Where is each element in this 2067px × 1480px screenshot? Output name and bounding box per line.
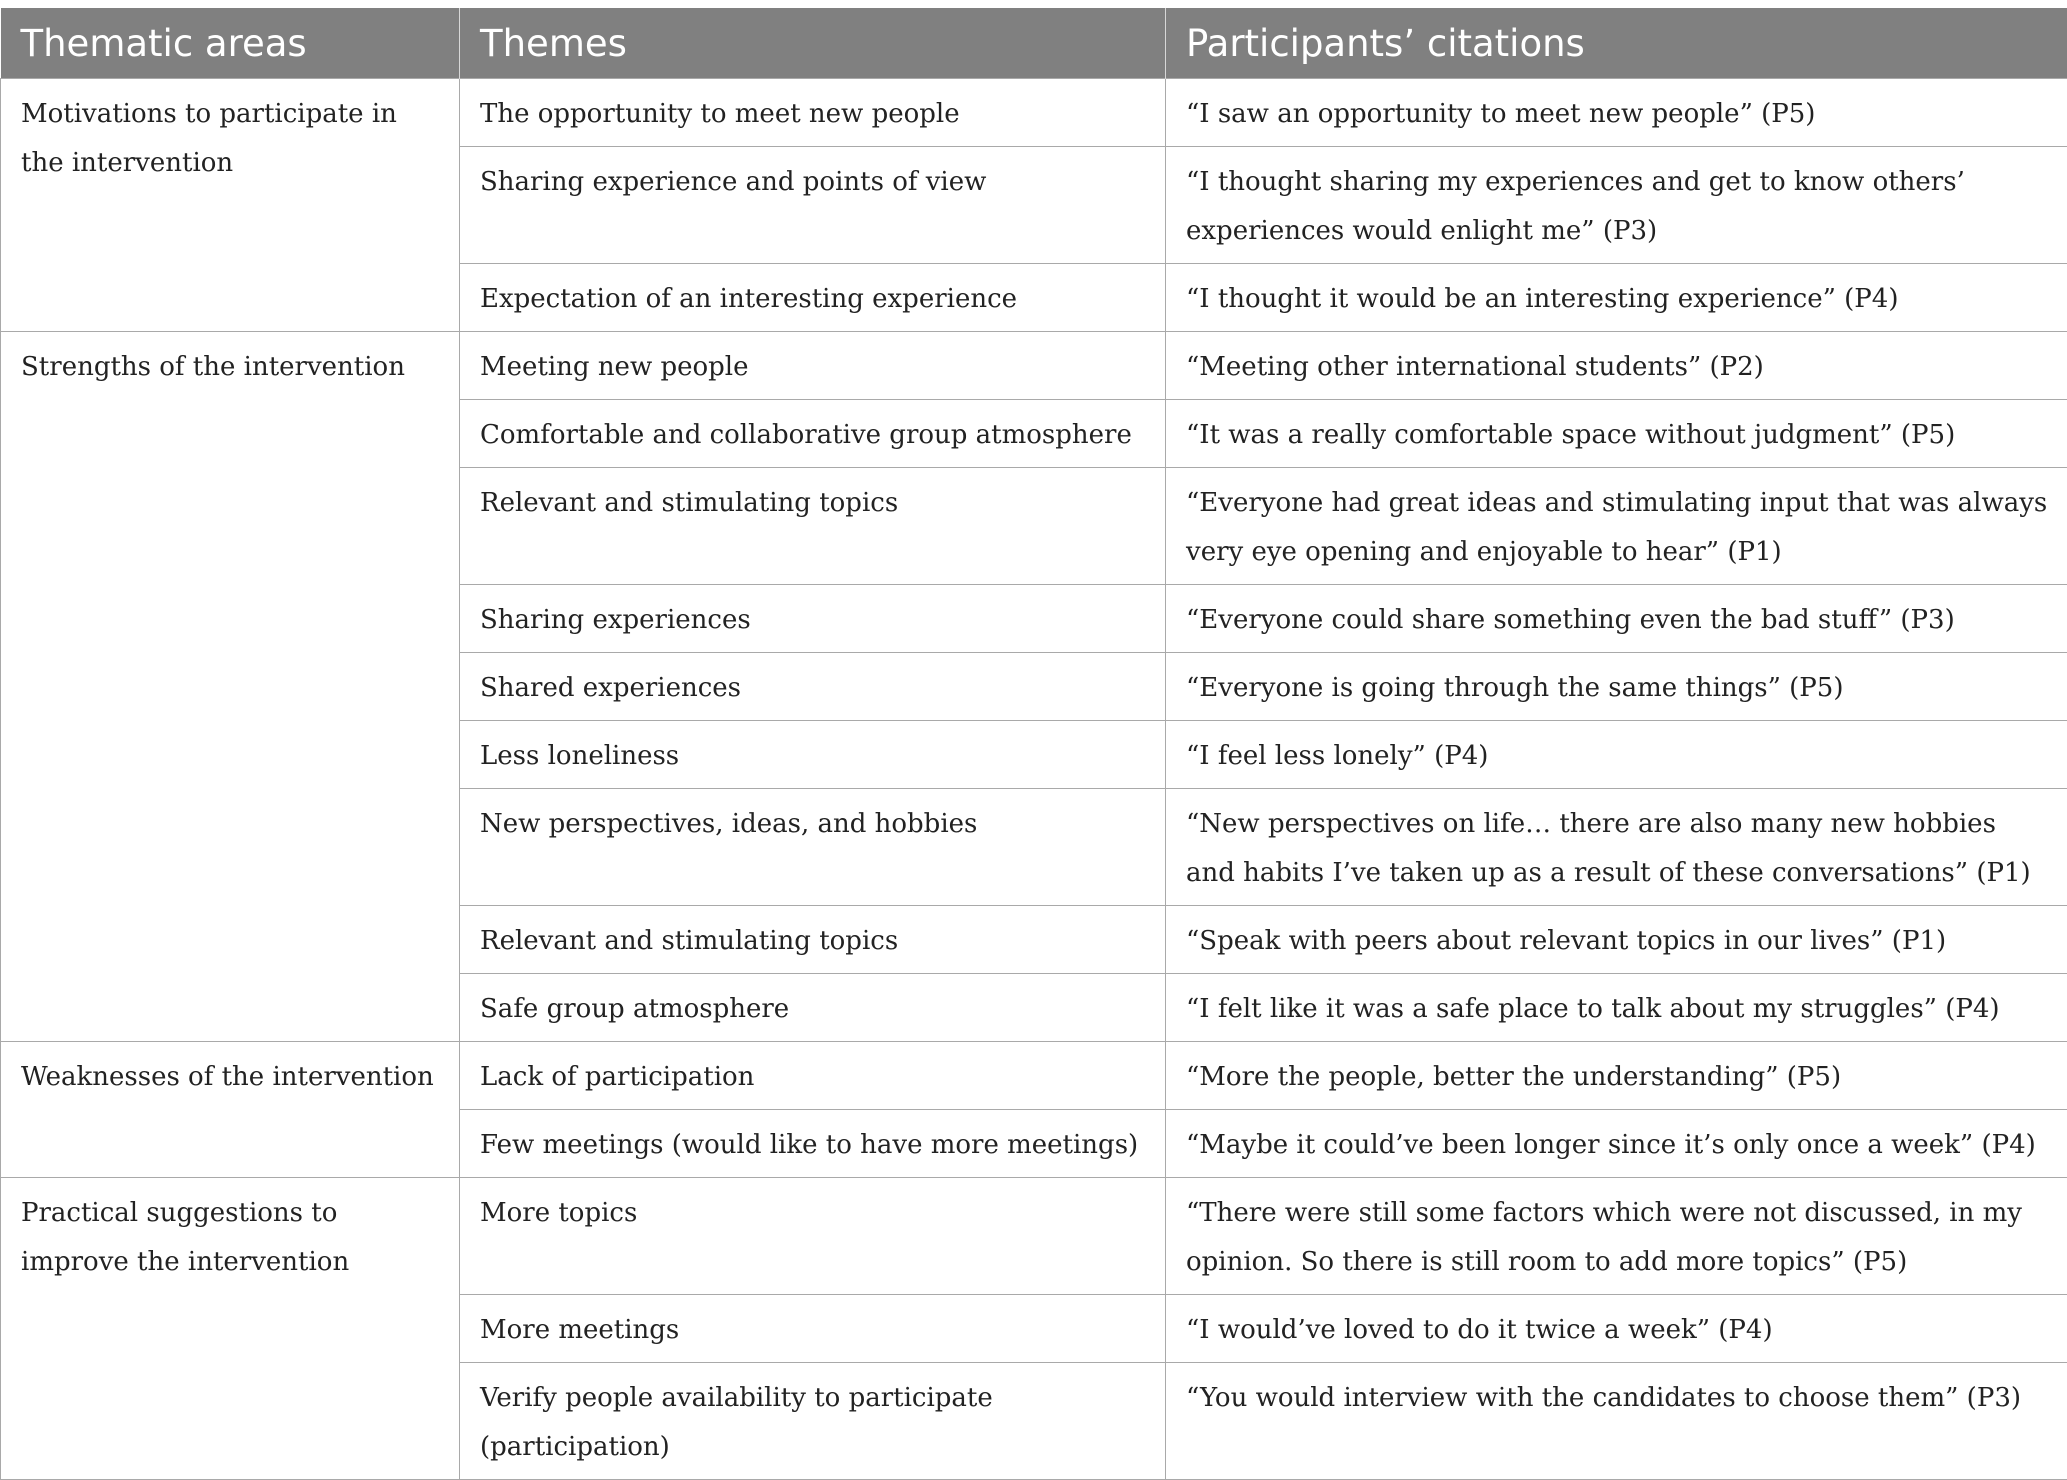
header-row [1,8,2067,79]
theme-cell: Safe group atmosphere [460,974,1166,1042]
header-citations: Participants’ citations [1166,8,2067,79]
table-row [1,1178,2067,1295]
citation-cell: “I thought sharing my experiences and get to know others’ experiences would enlight me” (P3) [1166,147,2067,264]
theme-cell: More topics [460,1178,1166,1295]
theme-cell: Meeting new people [460,332,1166,400]
table-row [1,1042,2067,1110]
citation-cell: “Maybe it could’ve been longer since it’s only once a week” (P4) [1166,1110,2067,1178]
table-row [1,332,2067,400]
citation-cell: “Everyone is going through the same things” (P5) [1166,653,2067,721]
theme-cell: The opportunity to meet new people [460,79,1166,147]
theme-cell: Expectation of an interesting experience [460,264,1166,332]
thematic-area-cell: Strengths of the intervention [1,332,460,1042]
thematic-area-cell: Weaknesses of the intervention [1,1042,460,1178]
citation-cell: “Meeting other international students” (P2) [1166,332,2067,400]
theme-cell: Sharing experience and points of view [460,147,1166,264]
theme-cell: Sharing experiences [460,585,1166,653]
citation-cell: “I saw an opportunity to meet new people” (P5) [1166,79,2067,147]
citation-cell: “I felt like it was a safe place to talk about my struggles” (P4) [1166,974,2067,1042]
thematic-area-cell: Practical suggestions to improve the intervention [1,1178,460,1480]
citation-cell: “New perspectives on life… there are also many new hobbies and habits I’ve taken up as a result of these conversations” (P1) [1166,789,2067,906]
theme-cell: Lack of participation [460,1042,1166,1110]
citation-cell: “Speak with peers about relevant topics in our lives” (P1) [1166,906,2067,974]
citation-cell: “I thought it would be an interesting experience” (P4) [1166,264,2067,332]
themes-table [0,8,2067,1480]
table-row [1,79,2067,147]
theme-cell: New perspectives, ideas, and hobbies [460,789,1166,906]
citation-cell: “It was a really comfortable space without judgment” (P5) [1166,400,2067,468]
citation-cell: “More the people, better the understanding” (P5) [1166,1042,2067,1110]
theme-cell: Less loneliness [460,721,1166,789]
theme-cell: Few meetings (would like to have more meetings) [460,1110,1166,1178]
theme-cell: Shared experiences [460,653,1166,721]
citation-cell: “There were still some factors which were not discussed, in my opinion. So there is still room to add more topics” (P5) [1166,1178,2067,1295]
theme-cell: Comfortable and collaborative group atmosphere [460,400,1166,468]
theme-cell: More meetings [460,1295,1166,1363]
theme-cell: Relevant and stimulating topics [460,906,1166,974]
theme-cell: Relevant and stimulating topics [460,468,1166,585]
header-themes: Themes [460,8,1166,79]
header-thematic-areas: Thematic areas [1,8,460,79]
citation-cell: “You would interview with the candidates to choose them” (P3) [1166,1363,2067,1480]
theme-cell: Verify people availability to participate (participation) [460,1363,1166,1480]
citation-cell: “Everyone could share something even the bad stuff” (P3) [1166,585,2067,653]
citation-cell: “I feel less lonely” (P4) [1166,721,2067,789]
citation-cell: “Everyone had great ideas and stimulating input that was always very eye opening and enjoyable to hear” (P1) [1166,468,2067,585]
citation-cell: “I would’ve loved to do it twice a week” (P4) [1166,1295,2067,1363]
thematic-area-cell: Motivations to participate in the intervention [1,79,460,332]
